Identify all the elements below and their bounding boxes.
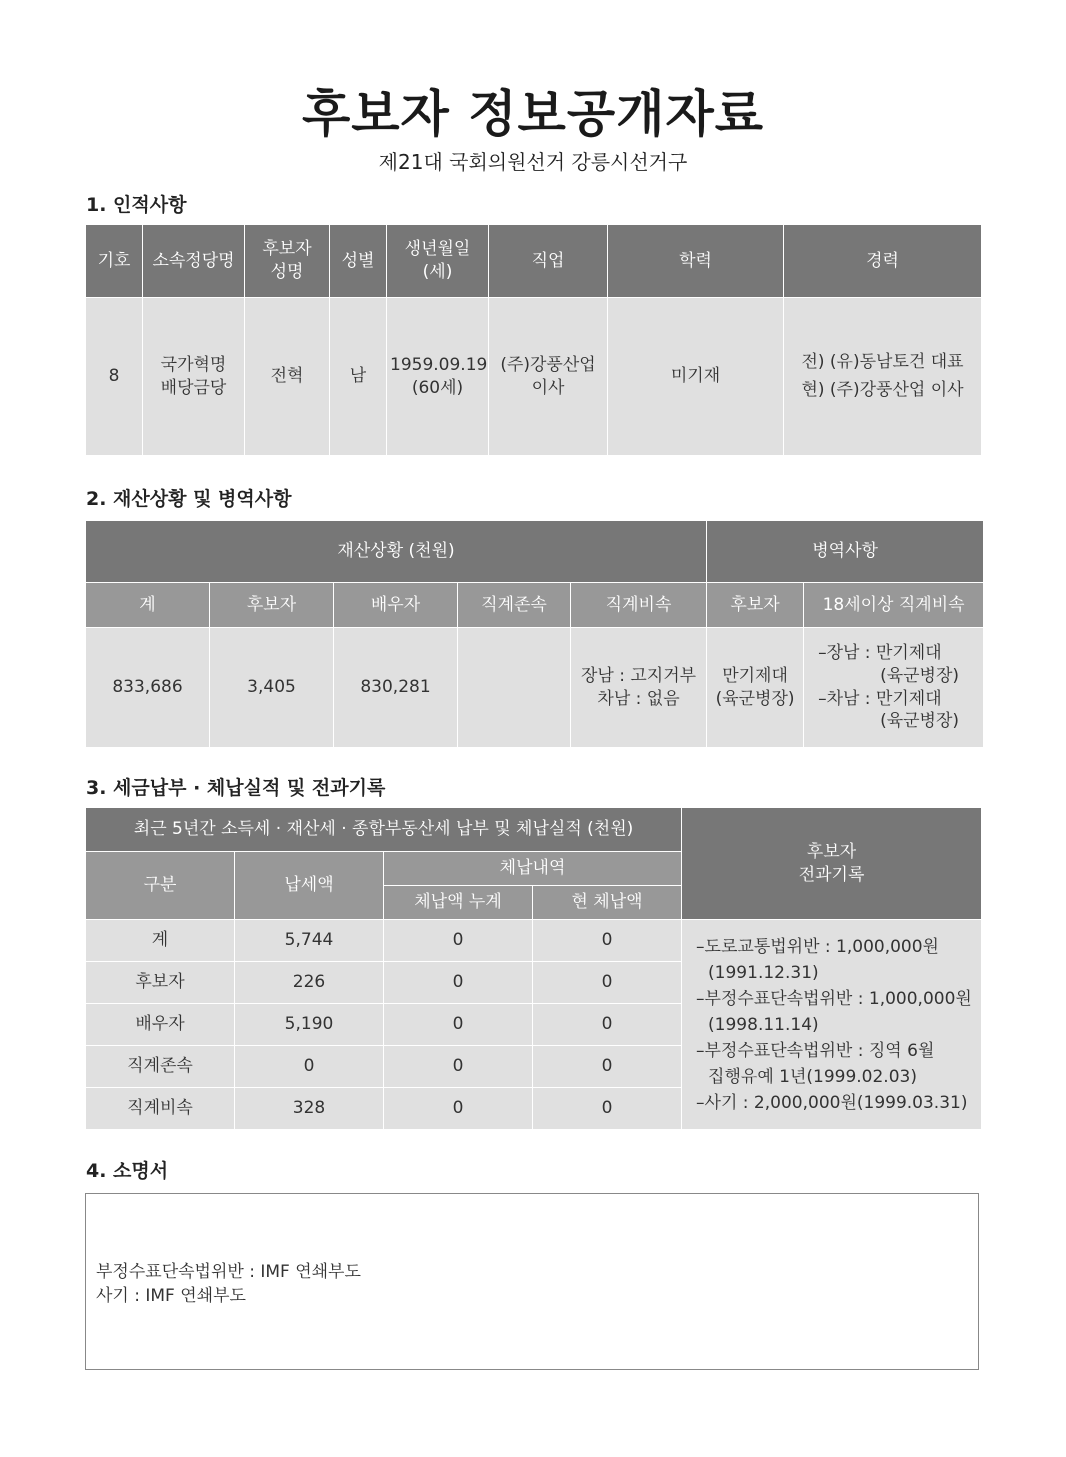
header-job: 직업	[489, 225, 608, 298]
criminal-records: –도로교통법위반 : 1,000,000원 (1991.12.31) –부정수표단속법위반 : 1,000,000원 (1998.11.14) –부정수표단속법위반 : 징역 6월 집행유예 1년(1999.02.03) –사기 : 2,000,000원(1999.03.31)	[682, 920, 982, 1130]
header-gender: 성별	[330, 225, 387, 298]
tax-label: 직계존속	[86, 1046, 235, 1088]
header-party: 소속정당명	[143, 225, 245, 298]
section3-heading: 3. 세금납부 · 체납실적 및 전과기록	[86, 777, 386, 799]
tax-arrears-current: 0	[533, 1088, 682, 1130]
header-descendant: 직계비속	[571, 583, 707, 628]
header-military-children: 18세이상 직계비속	[804, 583, 984, 628]
property-group-header: 재산상황 (천원)	[86, 521, 707, 583]
header-career: 경력	[784, 225, 982, 298]
candidate-career: 전) (유)동남토건 대표 현) (주)강풍산업 이사	[784, 298, 982, 456]
tax-arrears-current: 0	[533, 1004, 682, 1046]
header-arrears: 체납내역	[384, 852, 682, 886]
property-spouse: 830,281	[334, 628, 458, 748]
tax-label: 계	[86, 920, 235, 962]
personal-info-table	[85, 224, 982, 456]
header-number: 기호	[86, 225, 143, 298]
header-category: 구분	[86, 852, 235, 920]
property-descendant: 장남 : 고지거부 차남 : 없음	[571, 628, 707, 748]
statement-box	[85, 1193, 979, 1370]
property-total: 833,686	[86, 628, 210, 748]
header-total: 계	[86, 583, 210, 628]
header-arrears-total: 체납액 누계	[384, 886, 533, 920]
property-ascendant	[458, 628, 571, 748]
header-candidate: 후보자	[210, 583, 334, 628]
tax-group-header: 최근 5년간 소득세 · 재산세 · 종합부동산세 납부 및 체납실적 (천원)	[86, 808, 682, 852]
military-group-header: 병역사항	[707, 521, 984, 583]
military-children: –장남 : 만기제대 (육군병장) –차남 : 만기제대 (육군병장)	[804, 628, 984, 748]
tax-paid: 328	[235, 1088, 384, 1130]
section2-heading: 2. 재산상황 및 병역사항	[86, 488, 292, 510]
candidate-number: 8	[86, 298, 143, 456]
header-education: 학력	[608, 225, 784, 298]
statement-line: 부정수표단속법위반 : IMF 연쇄부도	[96, 1262, 361, 1282]
tax-paid: 0	[235, 1046, 384, 1088]
tax-arrears-total: 0	[384, 920, 533, 962]
statement-line: 사기 : IMF 연쇄부도	[96, 1286, 246, 1306]
property-military-table	[85, 520, 984, 748]
tax-arrears-total: 0	[384, 1046, 533, 1088]
header-arrears-current: 현 체납액	[533, 886, 682, 920]
header-spouse: 배우자	[334, 583, 458, 628]
tax-label: 배우자	[86, 1004, 235, 1046]
tax-paid: 5,744	[235, 920, 384, 962]
tax-arrears-current: 0	[533, 962, 682, 1004]
candidate-education: 미기재	[608, 298, 784, 456]
candidate-name: 전혁	[245, 298, 330, 456]
property-candidate: 3,405	[210, 628, 334, 748]
candidate-job: (주)강풍산업 이사	[489, 298, 608, 456]
candidate-party: 국가혁명 배당금당	[143, 298, 245, 456]
tax-label: 직계비속	[86, 1088, 235, 1130]
candidate-birth: 1959.09.19 (60세)	[387, 298, 489, 456]
tax-arrears-total: 0	[384, 962, 533, 1004]
header-paid: 납세액	[235, 852, 384, 920]
military-candidate: 만기제대 (육군병장)	[707, 628, 804, 748]
header-ascendant: 직계존속	[458, 583, 571, 628]
section4-heading: 4. 소명서	[86, 1160, 169, 1182]
record-group-header: 후보자 전과기록	[682, 808, 982, 920]
tax-arrears-total: 0	[384, 1004, 533, 1046]
page-subtitle: 제21대 국회의원선거 강릉시선거구	[378, 150, 688, 174]
tax-label: 후보자	[86, 962, 235, 1004]
page-title: 후보자 정보공개자료	[301, 85, 765, 143]
header-name: 후보자 성명	[245, 225, 330, 298]
tax-record-table	[85, 807, 982, 1130]
tax-arrears-current: 0	[533, 920, 682, 962]
tax-paid: 5,190	[235, 1004, 384, 1046]
header-birth: 생년월일 (세)	[387, 225, 489, 298]
tax-arrears-current: 0	[533, 1046, 682, 1088]
table-row	[86, 920, 982, 962]
section1-heading: 1. 인적사항	[86, 194, 187, 216]
tax-arrears-total: 0	[384, 1088, 533, 1130]
tax-paid: 226	[235, 962, 384, 1004]
candidate-gender: 남	[330, 298, 387, 456]
header-military-candidate: 후보자	[707, 583, 804, 628]
